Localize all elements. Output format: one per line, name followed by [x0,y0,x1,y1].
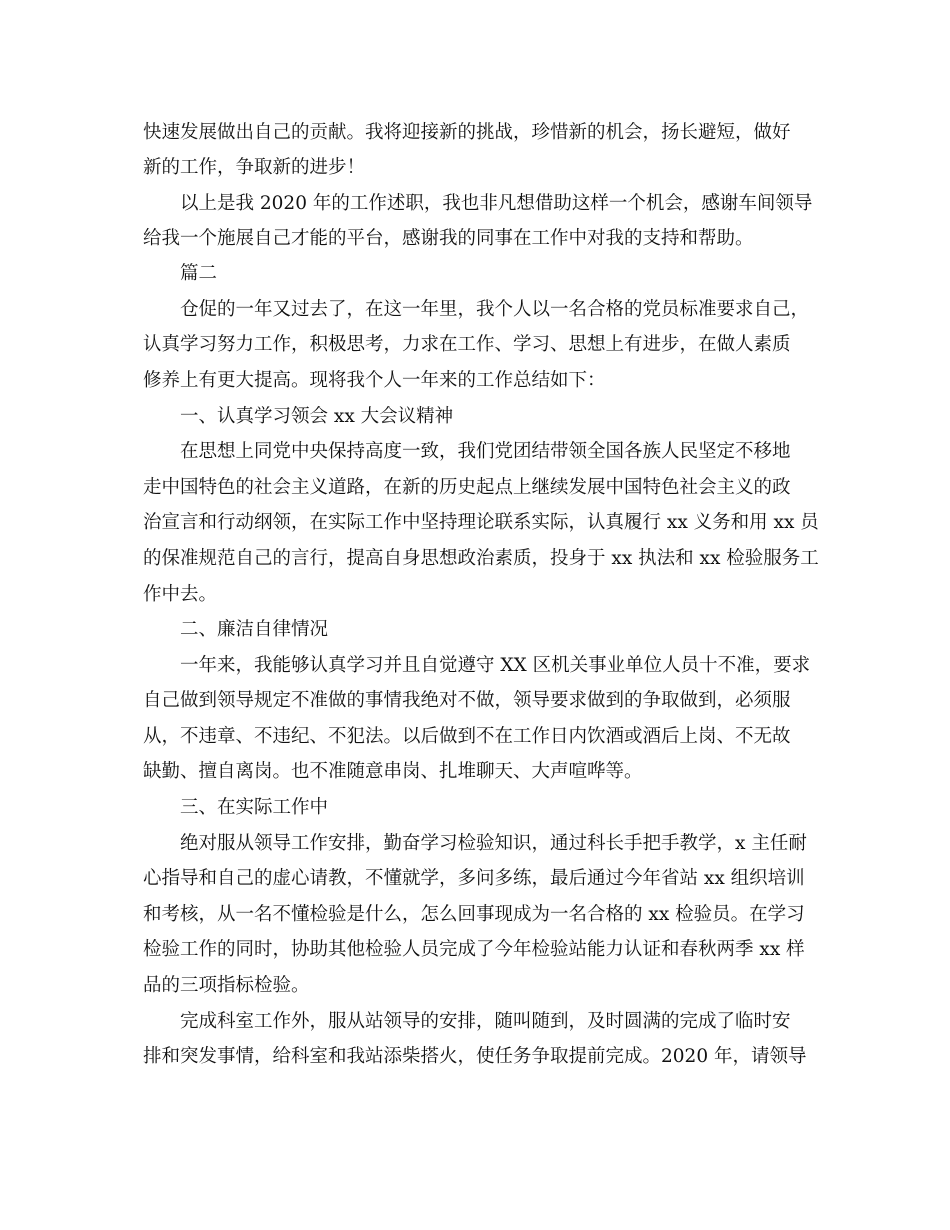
section-heading: 篇二 [180,263,218,284]
text-line: 走中国特色的社会主义道路，在新的历史起点上继续发展中国特色社会主义的政 [143,477,791,498]
text-line: 修养上有更大提高。现将我个人一年来的工作总结如下： [143,370,606,391]
text-line: 自己做到领导规定不准做的事情我绝对不做，领导要求做到的争取做到，必须服 [143,690,791,711]
paragraph-start-line: 以上是我 2020 年的工作述职，我也非凡想借助这样一个机会，感谢车间领导 [180,193,813,214]
text-line: 心指导和自己的虚心请教，不懂就学，多问多练，最后通过今年省站 xx 组织培训 [143,868,805,889]
text-line: 检验工作的同时，协助其他检验人员完成了今年检验站能力认证和春秋两季 xx 样 [143,939,805,960]
text-line: 新的工作，争取新的进步！ [143,157,366,178]
text-line: 的保准规范自己的言行，提高自身思想政治素质，投身于 xx 执法和 xx 检验服务工 [143,548,819,569]
paragraph-start-line: 一年来，我能够认真学习并且自觉遵守 XX 区机关事业单位人员十不准，要求 [180,655,811,676]
text-line: 缺勤、擅自离岗。也不准随意串岗、扎堆聊天、大声喧哗等。 [143,761,643,782]
text-line: 作中去。 [143,584,218,605]
text-line: 给我一个施展自己才能的平台，感谢我的同事在工作中对我的支持和帮助。 [143,228,754,249]
text-line: 和考核，从一名不懂检验是什么，怎么回事现成为一名合格的 xx 检验员。在学习 [143,904,805,925]
text-line: 快速发展做出自己的贡献。我将迎接新的挑战，珍惜新的机会，扬长避短，做好 [143,122,791,143]
paragraph-start-line: 在思想上同党中央保持高度一致，我们党团结带领全国各族人民坚定不移地 [180,441,791,462]
text-line: 从，不违章、不违纪、不犯法。以后做到不在工作日内饮酒或酒后上岗、不无故 [143,726,791,747]
text-line: 品的三项指标检验。 [143,975,310,996]
paragraph-start-line: 绝对服从领导工作安排，勤奋学习检验知识，通过科长手把手教学，x 主任耐 [180,833,807,854]
text-line: 认真学习努力工作，积极思考，力求在工作、学习、思想上有进步，在做人素质 [143,334,791,355]
paragraph-start-line: 仓促的一年又过去了，在这一年里，我个人以一名合格的党员标准要求自己， [180,299,810,320]
section-heading: 二、廉洁自律情况 [180,619,329,640]
text-line: 治宣言和行动纲领，在实际工作中坚持理论联系实际，认真履行 xx 义务和用 xx 员 [143,512,819,533]
text-line: 排和突发事情，给科室和我站添柴搭火，使任务争取提前完成。2020 年，请领导 [143,1046,807,1067]
section-heading: 一、认真学习领会 xx 大会议精神 [180,406,454,427]
paragraph-start-line: 完成科室工作外，服从站领导的安排，随叫随到，及时圆满的完成了临时安 [180,1011,791,1032]
section-heading: 三、在实际工作中 [180,797,329,818]
